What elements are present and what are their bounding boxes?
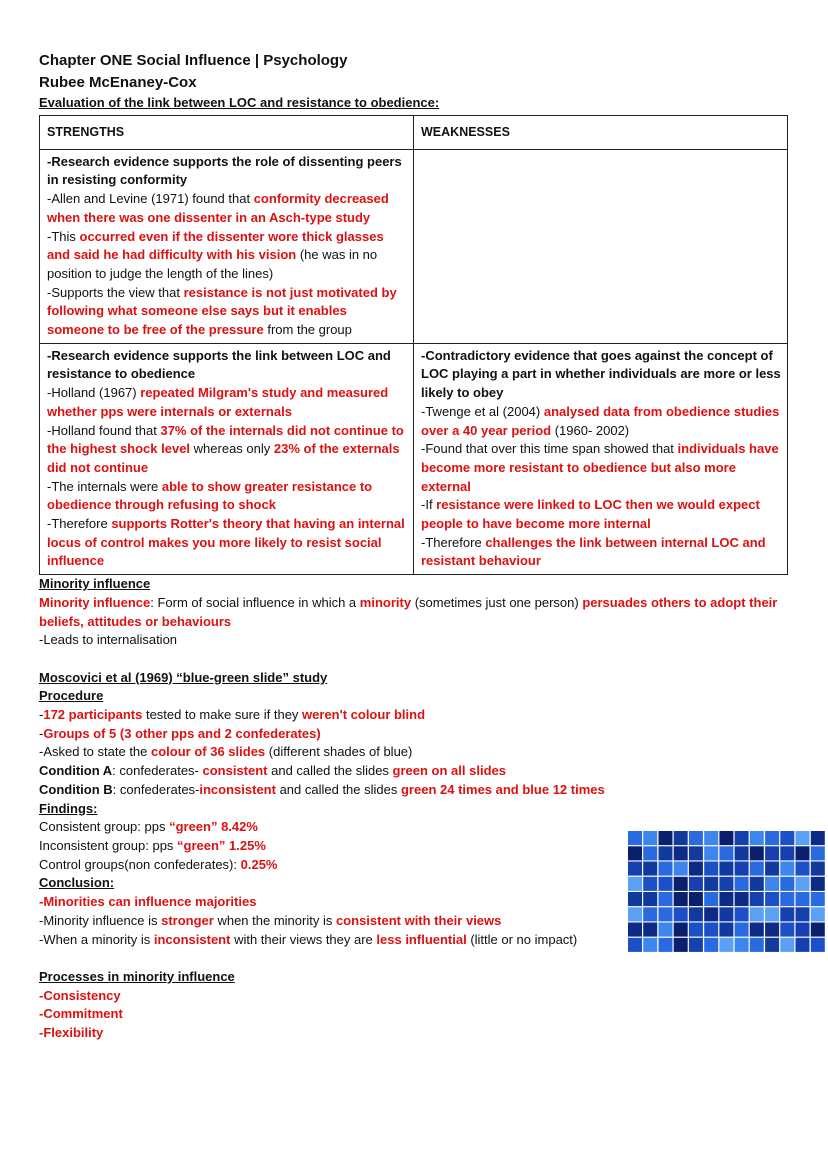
evaluation-table: [39, 115, 788, 575]
mosaic-tile: [719, 846, 733, 860]
highlighted-text: green 24 times and blue 12 times: [400, 781, 605, 797]
mosaic-tile: [674, 892, 688, 906]
mosaic-tile: [796, 877, 810, 891]
highlighted-text: -Commitment: [39, 1006, 123, 1022]
text-line: [39, 987, 791, 1006]
mosaic-tile: [811, 907, 825, 921]
text-run: -Therefore: [47, 516, 112, 532]
text-run: -Allen and Levine (1971) found that: [47, 191, 254, 207]
mosaic-tile: [765, 938, 779, 952]
strength-cell-1: [40, 149, 414, 343]
procedure-heading: Procedure: [39, 688, 104, 704]
text-line: [421, 440, 781, 496]
mosaic-tile: [704, 907, 718, 921]
text-run: (1960- 2002): [551, 422, 630, 438]
highlighted-text: “green” 1.25%: [177, 838, 266, 853]
text-run: : confederates-: [112, 763, 203, 779]
mosaic-tile: [628, 831, 642, 845]
text-run: -Research evidence supports the role of dissenting peers in resisting conformity: [47, 153, 402, 188]
text-run: -Research evidence supports the link between LOC and resistance to obedience: [47, 347, 391, 382]
mosaic-tile: [689, 831, 703, 845]
mosaic-tile: [750, 846, 764, 860]
mosaic-tile: [765, 862, 779, 876]
mosaic-tile: [628, 923, 642, 937]
mosaic-tile: [765, 892, 779, 906]
highlighted-text: supports Rotter's theory that having an internal locus of control makes you more likely to resist social influence: [47, 516, 405, 569]
mosaic-tile: [704, 892, 718, 906]
text-line: [39, 725, 791, 744]
mosaic-tile: [674, 923, 688, 937]
mosaic-svg: [628, 831, 826, 953]
mosaic-tile: [735, 892, 749, 906]
mosaic-tile: [659, 938, 673, 952]
highlighted-text: consistent: [202, 763, 268, 779]
text-run: from the group: [263, 322, 352, 338]
mosaic-tile: [719, 862, 733, 876]
text-run: Inconsistent group: pps: [39, 838, 178, 853]
text-run: Control groups(non confederates):: [39, 856, 241, 872]
text-run: and called the slides: [275, 781, 401, 797]
processes-heading: Processes in minority influence: [39, 968, 235, 984]
weaknesses-header: WEAKNESSES: [414, 115, 788, 149]
mosaic-tile: [750, 877, 764, 891]
mosaic-tile: [796, 892, 810, 906]
evaluation-heading: Evaluation of the link between LOC and resistance to obedience:: [39, 95, 440, 110]
conclusion-heading: Conclusion:: [39, 875, 115, 891]
text-run: (he was in no position to judge the length of the lines): [47, 247, 378, 281]
findings-heading: Findings:: [39, 800, 98, 816]
mosaic-tile: [719, 923, 733, 937]
text-run: -Minority influence is: [39, 912, 162, 928]
mosaic-tile: [704, 831, 718, 845]
mosaic-tile: [750, 907, 764, 921]
mosaic-tile: [704, 938, 718, 952]
text-line: [39, 1024, 791, 1043]
highlighted-text: conformity decreased when there was one dissenter in an Asch-type study: [47, 191, 389, 225]
mosaic-tile: [659, 846, 673, 860]
strength-cell-2: [40, 343, 414, 574]
text-line: [47, 347, 407, 384]
mosaic-tile: [659, 907, 673, 921]
mosaic-tile: [780, 831, 794, 845]
mosaic-tile: [735, 877, 749, 891]
mosaic-tile: [750, 938, 764, 952]
mosaic-tile: [628, 907, 642, 921]
text-run: -Supports the view that: [47, 284, 184, 300]
highlighted-text: persuades others to adopt their beliefs, attitudes or behaviours: [39, 594, 778, 629]
mosaic-tile: [689, 892, 703, 906]
mosaic-tile: [689, 938, 703, 952]
mosaic-tile: [811, 846, 825, 860]
text-run: (different shades of blue): [265, 744, 413, 760]
mosaic-tile: [780, 846, 794, 860]
highlighted-text: green on all slides: [392, 763, 506, 779]
weakness-cell-1-empty: [414, 149, 788, 343]
highlighted-text: consistent with their views: [335, 912, 502, 928]
blue-green-mosaic-image: [628, 831, 826, 953]
mosaic-tile: [674, 877, 688, 891]
text-run: -Twenge et al (2004): [421, 403, 544, 419]
mosaic-tile: [765, 846, 779, 860]
text-run: whereas only: [190, 441, 274, 457]
text-run: -This: [47, 228, 80, 244]
text-line: [39, 762, 791, 781]
mosaic-tile: [765, 877, 779, 891]
highlighted-text: analysed data from obedience studies over a 40 year period: [421, 403, 780, 438]
mosaic-tile: [674, 831, 688, 845]
text-run: : confederates-: [112, 781, 200, 797]
mosaic-tile: [811, 938, 825, 952]
highlighted-text: less influential: [376, 931, 467, 947]
text-line: [421, 347, 781, 403]
highlighted-text: resistance is not just motivated by following what someone else says but it enables someone to be free of the pressure: [47, 284, 397, 338]
strengths-header: STRENGTHS: [40, 115, 414, 149]
mosaic-tile: [689, 862, 703, 876]
mosaic-tile: [643, 846, 657, 860]
mosaic-tile: [719, 938, 733, 952]
highlighted-text: inconsistent: [153, 931, 231, 947]
text-run: -Contradictory evidence that goes against the concept of LOC playing a part in whether individuals are more or less likely to obey: [421, 347, 781, 401]
mosaic-tile: [719, 892, 733, 906]
mosaic-tile: [811, 877, 825, 891]
mosaic-tile: [689, 923, 703, 937]
mosaic-tile: [689, 877, 703, 891]
mosaic-tile: [750, 831, 764, 845]
mosaic-tile: [750, 923, 764, 937]
mosaic-tile: [628, 846, 642, 860]
mosaic-tile: [796, 862, 810, 876]
mosaic-tile: [689, 907, 703, 921]
mosaic-tile: [659, 923, 673, 937]
mosaic-tile: [735, 846, 749, 860]
processes-list: [39, 987, 791, 1043]
highlighted-text: resistance were linked to LOC then we would expect people to have become more internal: [421, 497, 760, 532]
mosaic-tile: [750, 862, 764, 876]
mosaic-tile: [674, 907, 688, 921]
mosaic-tile: [735, 938, 749, 952]
text-line: [47, 515, 407, 571]
highlighted-text: Minority influence: [39, 594, 151, 610]
text-line: [47, 284, 407, 340]
mosaic-tile: [674, 862, 688, 876]
mosaic-tile: [674, 938, 688, 952]
mosaic-tile: [811, 923, 825, 937]
mosaic-tile: [735, 831, 749, 845]
text-line: [47, 228, 407, 284]
mosaic-tile: [735, 907, 749, 921]
highlighted-text: -Minorities can influence majorities: [39, 894, 257, 910]
highlighted-text: “green” 8.42%: [169, 819, 258, 835]
mosaic-tile: [628, 892, 642, 906]
text-line: [39, 743, 791, 762]
text-run: -Asked to state the: [39, 744, 152, 760]
mosaic-tile: [780, 907, 794, 921]
mosaic-tile: [659, 892, 673, 906]
text-run: -Leads to internalisation: [39, 632, 178, 648]
mosaic-tile: [628, 938, 642, 952]
highlighted-text: 0.25%: [240, 856, 278, 872]
mosaic-tile: [796, 923, 810, 937]
mosaic-tile: [674, 846, 688, 860]
text-run: -Holland found that: [47, 422, 161, 438]
highlighted-text: stronger: [161, 912, 214, 928]
mosaic-tile: [643, 862, 657, 876]
procedure-list: [39, 706, 791, 800]
mosaic-tile: [719, 907, 733, 921]
mosaic-tile: [704, 846, 718, 860]
mosaic-tile: [643, 923, 657, 937]
text-run: when the minority is: [213, 912, 336, 928]
mosaic-tile: [659, 877, 673, 891]
text-run: -The internals were: [47, 478, 162, 494]
text-run: and called the slides: [267, 763, 393, 779]
mosaic-tile: [704, 877, 718, 891]
mosaic-tile: [765, 831, 779, 845]
text-run: -Therefore: [421, 534, 486, 550]
highlighted-text: repeated Milgram's study and measured whether pps were internals or externals: [47, 385, 389, 419]
mosaic-tile: [643, 877, 657, 891]
text-line: [47, 384, 407, 421]
mosaic-tile: [780, 923, 794, 937]
text-line: [47, 153, 407, 190]
highlighted-text: colour of 36 slides: [151, 744, 266, 760]
mosaic-tile: [811, 862, 825, 876]
mosaic-tile: [689, 846, 703, 860]
mosaic-tile: [796, 907, 810, 921]
text-line: [47, 190, 407, 227]
highlighted-text: Groups of 5 (3 other pps and 2 confederates): [43, 725, 321, 741]
text-run: Consistent group: pps: [39, 819, 170, 835]
mosaic-tile: [811, 831, 825, 845]
text-line: [47, 422, 407, 478]
mosaic-tile: [643, 831, 657, 845]
highlighted-text: individuals have become more resistant to obedience but also more external: [421, 441, 779, 494]
highlighted-text: challenges the link between internal LOC and resistant behaviour: [421, 534, 766, 569]
mosaic-tile: [719, 831, 733, 845]
text-line: [39, 706, 791, 725]
mosaic-tile: [704, 862, 718, 876]
mosaic-tile: [704, 923, 718, 937]
highlighted-text: -Consistency: [39, 987, 121, 1003]
mosaic-tile: [811, 892, 825, 906]
mosaic-tile: [796, 938, 810, 952]
text-run: with their views they are: [230, 931, 377, 947]
mosaic-tile: [780, 877, 794, 891]
text-run: -When a minority is: [39, 931, 154, 947]
text-line: [39, 1005, 791, 1024]
text-line: [421, 534, 781, 571]
text-run: Condition A: [39, 763, 113, 779]
text-run: tested to make sure if they: [142, 707, 303, 723]
text-line: [39, 781, 791, 800]
weakness-cell-2: [414, 343, 788, 574]
text-run: Condition B: [39, 781, 113, 797]
mosaic-tile: [735, 923, 749, 937]
text-run: -Holland (1967): [47, 385, 141, 401]
text-line: [421, 496, 781, 533]
text-line: [39, 631, 791, 650]
text-run: (little or no impact): [466, 931, 578, 947]
mosaic-tile: [796, 831, 810, 845]
mosaic-tile: [719, 877, 733, 891]
highlighted-text: 23% of the externals did not continue: [47, 441, 400, 475]
mosaic-tile: [628, 877, 642, 891]
mosaic-tile: [643, 892, 657, 906]
mosaic-tile: [643, 938, 657, 952]
minority-heading: Minority influence: [39, 576, 151, 592]
text-run: (sometimes just one person): [411, 594, 583, 610]
text-line: [39, 594, 791, 631]
highlighted-text: -Flexibility: [39, 1025, 104, 1041]
text-run: -: [39, 725, 44, 741]
document-author: Rubee McEnaney-Cox: [39, 74, 197, 91]
mosaic-tile: [628, 862, 642, 876]
mosaic-tile: [659, 831, 673, 845]
text-line: [47, 478, 407, 515]
mosaic-tile: [750, 892, 764, 906]
mosaic-tile: [659, 862, 673, 876]
highlighted-text: able to show greater resistance to obedience through refusing to shock: [47, 478, 373, 513]
minority-definition: [39, 594, 791, 650]
mosaic-tile: [765, 923, 779, 937]
highlighted-text: 37% of the internals did not continue to the highest shock level: [47, 422, 404, 457]
mosaic-tile: [643, 907, 657, 921]
text-run: -Found that over this time span showed that: [421, 441, 678, 457]
moscovici-heading: Moscovici et al (1969) “blue-green slide” study: [39, 669, 328, 685]
mosaic-tile: [796, 846, 810, 860]
mosaic-tile: [780, 938, 794, 952]
mosaic-tile: [780, 862, 794, 876]
mosaic-tile: [780, 892, 794, 906]
text-run: : Form of social influence in which a: [150, 594, 360, 610]
document-title: Chapter ONE Social Influence | Psychology: [39, 52, 348, 69]
highlighted-text: weren't colour blind: [302, 707, 426, 723]
highlighted-text: 172 participants: [43, 707, 143, 723]
mosaic-tile: [735, 862, 749, 876]
mosaic-tile: [765, 907, 779, 921]
highlighted-text: occurred even if the dissenter wore thick glasses and said he had difficulty with his vision: [47, 228, 384, 263]
text-run: -If: [421, 497, 437, 513]
highlighted-text: minority: [359, 594, 412, 610]
text-line: [421, 403, 781, 440]
highlighted-text: inconsistent: [199, 781, 276, 797]
text-run: -: [39, 707, 44, 723]
